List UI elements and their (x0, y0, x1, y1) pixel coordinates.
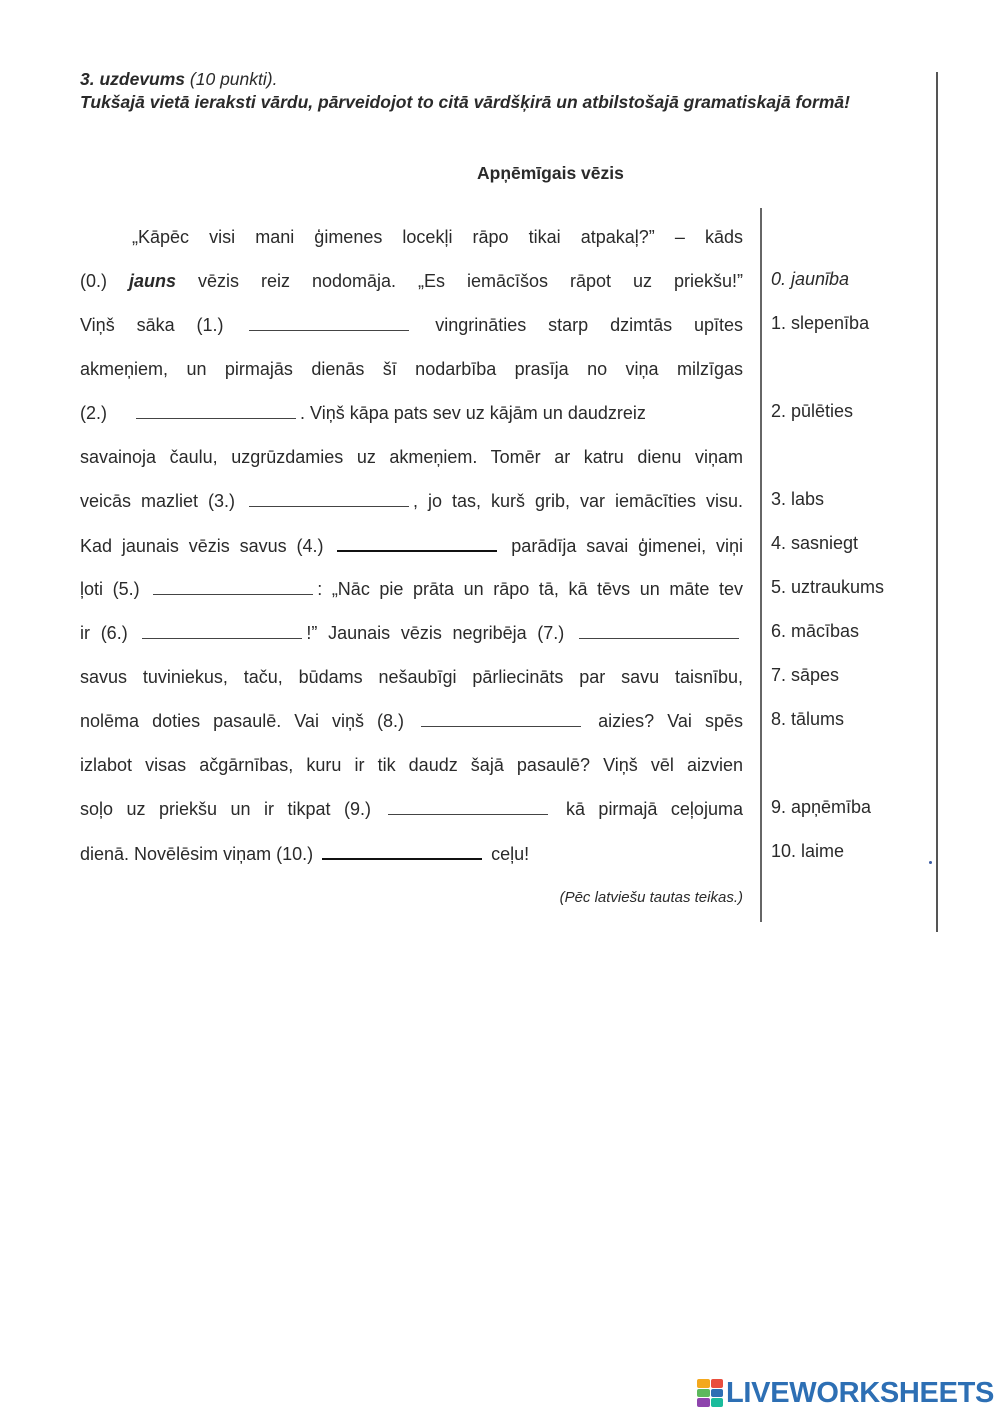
stray-dot (929, 861, 932, 864)
story-text: , jo tas, kurš grib, var iemācīties visu. (413, 491, 743, 511)
task-heading (80, 69, 277, 90)
liveworksheets-logo-text: LIVEWORKSHEETS (726, 1377, 995, 1409)
story-text: Viņš sāka (1.) (80, 315, 224, 335)
story-text: nolēma doties pasaulē. Vai viņš (8.) (80, 711, 405, 731)
story-text: (2.) (80, 403, 107, 423)
column-divider (760, 208, 762, 922)
story-line (80, 577, 743, 601)
story-text: veicās mazliet (3.) (80, 491, 236, 511)
hint-item: 9. apņēmība (771, 797, 872, 817)
story-line (80, 797, 743, 821)
hint-item: 4. sasniegt (771, 533, 859, 553)
answer-blank-3[interactable] (249, 489, 409, 507)
story-text: savainoja čaulu, uzgrūzdamies uz akmeņiem. Tomēr ar katru dienu viņam (80, 447, 743, 467)
liveworksheets-logo[interactable] (697, 1378, 994, 1408)
answer-blank-2[interactable] (136, 401, 296, 419)
answer-blank-10[interactable] (322, 841, 482, 860)
logo-tile (711, 1398, 724, 1407)
hint-item: 1. slepenība (771, 313, 870, 333)
answer-blank-7[interactable] (579, 621, 739, 639)
example-answer: jauns (128, 271, 176, 291)
story-line (80, 841, 743, 866)
answer-blank-4[interactable] (337, 533, 497, 552)
story-text: soļo uz priekšu un ir tikpat (9.) (80, 799, 371, 819)
story-line (80, 225, 743, 249)
story-text: vingrināties starp dzimtās upītes (435, 315, 743, 335)
story-text: Kad jaunais vēzis savus (4.) (80, 536, 324, 556)
story-text: savus tuviniekus, taču, būdams nešaubīgi pārliecināts par savu taisnību, (80, 667, 743, 687)
story-line (80, 401, 743, 425)
hint-item: 2. pūlēties (771, 401, 854, 421)
logo-tile (711, 1389, 724, 1398)
story-text: ļoti (5.) (80, 579, 140, 599)
story-source: (Pēc latviešu tautas teikas.) (559, 889, 743, 906)
story-text: aizies? Vai spēs (598, 711, 743, 731)
story-line (80, 313, 743, 337)
story-text: kā pirmajā ceļojuma (565, 799, 743, 819)
story-line (80, 357, 743, 381)
task-instructions: Tukšajā vietā ieraksti vārdu, pārveidojot to citā vārdšķirā un atbilstošajā gramatiskajā formā! (80, 92, 850, 112)
answer-blank-5[interactable] (153, 577, 313, 595)
task-number: 3. uzdevums (80, 69, 186, 89)
story-text: : „Nāc pie prāta un rāpo tā, kā tēvs un māte tev (317, 579, 743, 599)
hint-item: 3. labs (771, 489, 825, 509)
hint-item: 6. mācības (771, 621, 860, 641)
story-text: parādīja savai ģimenei, viņi (511, 536, 743, 556)
hint-item: 10. laime (771, 841, 845, 861)
story-text: dienā. Novēlēsim viņam (10.) (80, 844, 314, 864)
liveworksheets-logo-icon (697, 1379, 723, 1407)
hint-item: 5. uztraukums (771, 577, 885, 597)
page-border-line (936, 72, 938, 932)
story-line (80, 709, 743, 733)
answer-blank-9[interactable] (388, 797, 548, 815)
story-text: izlabot visas ačgārnības, kuru ir tik daudz šajā pasaulē? Viņš vēl aizvien (80, 755, 743, 775)
story-line (80, 665, 743, 689)
story-text: . Viņš kāpa pats sev uz kājām un daudzreiz (300, 403, 646, 423)
answer-blank-6[interactable] (142, 621, 302, 639)
story-text: akmeņiem, un pirmajās dienās šī nodarbība prasīja no viņa milzīgas (80, 359, 743, 379)
story-text: ceļu! (491, 844, 530, 864)
story-text: !” Jaunais vēzis negribēja (7.) (306, 623, 565, 643)
answer-blank-1[interactable] (249, 313, 409, 331)
story-line (80, 445, 743, 469)
story-line (80, 533, 743, 558)
story-text: (0.) (80, 271, 107, 291)
logo-tile (697, 1389, 710, 1398)
story-line (80, 269, 743, 293)
logo-tile (697, 1398, 710, 1407)
story-line (80, 489, 743, 513)
story-line (80, 621, 743, 645)
answer-blank-8[interactable] (421, 709, 581, 727)
logo-tile (697, 1379, 710, 1388)
story-title: Apņēmīgais vēzis (477, 163, 624, 183)
hint-item: 7. sāpes (771, 665, 840, 685)
hint-item: 0. jaunība (771, 269, 850, 289)
task-points: (10 punkti). (185, 69, 278, 89)
hint-item: 8. tālums (771, 709, 845, 729)
story-line (80, 753, 743, 777)
logo-tile (711, 1379, 724, 1388)
story-text: ir (6.) (80, 623, 128, 643)
story-text: vēzis reiz nodomāja. „Es iemācīšos rāpot uz priekšu!” (197, 271, 743, 291)
story-text: „Kāpēc visi mani ģimenes locekļi rāpo tikai atpakaļ?” – kāds (132, 227, 743, 247)
